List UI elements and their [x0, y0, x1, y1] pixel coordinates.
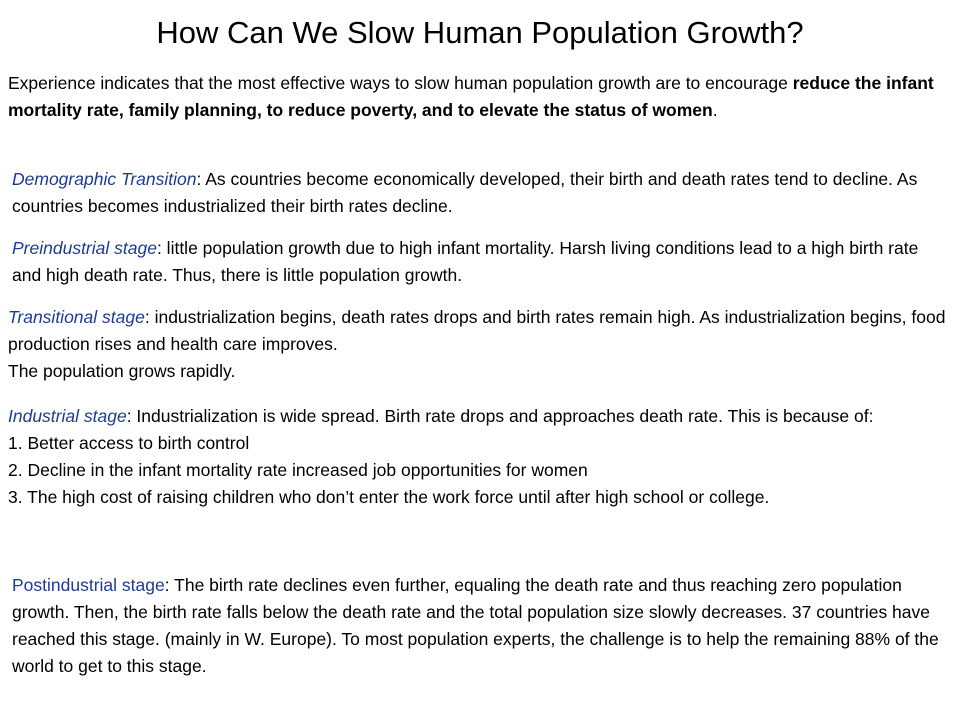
- transitional-term: Transitional stage: [8, 307, 145, 327]
- transitional-line2: The population grows rapidly.: [8, 361, 236, 381]
- industrial-paragraph: [8, 403, 953, 511]
- slide-title: How Can We Slow Human Population Growth?: [156, 15, 804, 50]
- transitional-text: : industrialization begins, death rates drops and birth rates remain high. As industrialization begins, food production rises and health care improves.: [8, 307, 946, 354]
- intro-tail: .: [712, 100, 718, 120]
- industrial-item-2: 2. Decline in the infant mortality rate increased job opportunities for women: [8, 460, 588, 480]
- industrial-item-3: 3. The high cost of raising children who don’t enter the work force until after high school or college.: [8, 487, 770, 507]
- demographic-term: Demographic Transition: [12, 169, 197, 189]
- postindustrial-text: : The birth rate declines even further, equaling the death rate and thus reaching zero population growth. Then, the birth rate falls below the death rate and the total population size slowly decreases. 37 countries have reached this stage. (mainly in W. Europe). To most population experts, the challenge is to help the remaining 88% of the world to get to this stage.: [12, 575, 939, 676]
- preindustrial-paragraph: [12, 235, 952, 289]
- preindustrial-text: : little population growth due to high infant mortality. Harsh living conditions lead to a high birth rate and high death rate. Thus, there is little population growth.: [12, 238, 919, 285]
- intro-paragraph: [8, 70, 948, 124]
- industrial-term: Industrial stage: [8, 406, 127, 426]
- postindustrial-term: Postindustrial stage: [12, 575, 165, 595]
- preindustrial-term: Preindustrial stage: [12, 238, 157, 258]
- postindustrial-paragraph: [12, 572, 952, 680]
- intro-lead: Experience indicates that the most effective ways to slow human population growth are to encourage: [8, 73, 793, 93]
- demographic-text: : As countries become economically developed, their birth and death rates tend to decline. As countries becomes industrialized their birth rates decline.: [12, 169, 918, 216]
- industrial-item-1: 1. Better access to birth control: [8, 433, 250, 453]
- industrial-text: : Industrialization is wide spread. Birth rate drops and approaches death rate. This is because of:: [126, 406, 874, 426]
- intro-bold: reduce the infant mortality rate, family planning, to reduce poverty, and to elevate the status of women: [8, 73, 934, 120]
- demographic-transition-paragraph: [12, 166, 932, 220]
- transitional-paragraph: [8, 304, 948, 385]
